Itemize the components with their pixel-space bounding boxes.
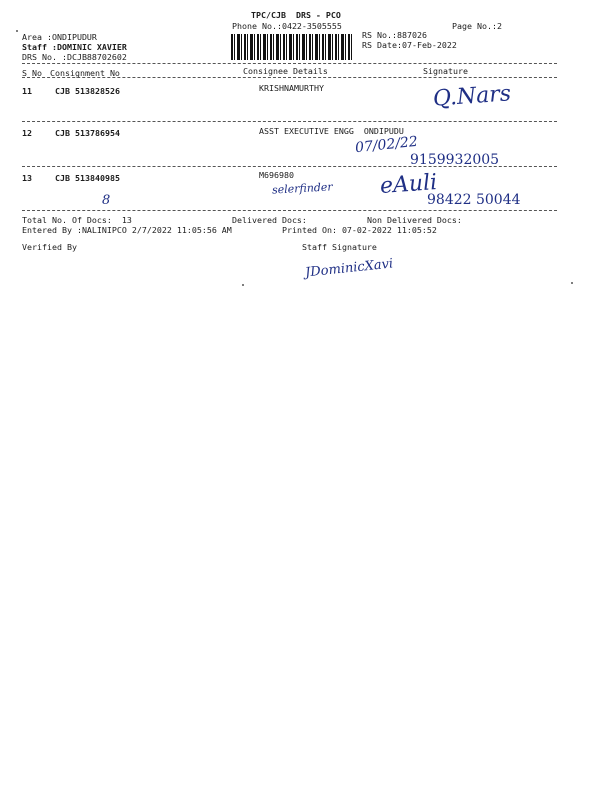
row-consignment: CJB 513786954 — [55, 128, 120, 138]
divider — [22, 121, 557, 122]
printed-on: Printed On: 07-02-2022 11:05:52 — [282, 225, 437, 235]
total-docs: Total No. Of Docs: 13 — [22, 215, 132, 225]
divider — [22, 77, 557, 78]
staff-label: Staff :DOMINIC XAVIER — [22, 42, 127, 52]
divider — [22, 210, 557, 211]
drs-number: DRS No. :DCJB88702602 — [22, 52, 127, 62]
area-label: Area :ONDIPUDUR — [22, 32, 97, 42]
handwritten-signature: eAuli — [379, 170, 438, 199]
delivered-docs: Delivered Docs: — [232, 215, 307, 225]
col-header-consignment: Consignment No — [50, 68, 120, 78]
non-delivered-docs: Non Delivered Docs: — [367, 215, 462, 225]
handwritten-signature: Q.Nars — [432, 81, 512, 112]
row-consignee: M696980 — [259, 170, 294, 180]
staff-signature-label: Staff Signature — [302, 242, 377, 252]
rs-date: RS Date:07-Feb-2022 — [362, 40, 457, 50]
row-consignment: CJB 513828526 — [55, 86, 120, 96]
scan-speck — [571, 282, 573, 284]
page-number: Page No.:2 — [452, 21, 502, 31]
col-header-sno: S No — [22, 68, 42, 78]
row-sno: 13 — [22, 173, 32, 183]
scan-speck — [242, 284, 244, 286]
scan-speck — [16, 30, 18, 32]
row-sno: 11 — [22, 86, 32, 96]
handwritten-note: selerfinder — [271, 180, 333, 197]
phone-number: Phone No.:0422-3505555 — [232, 21, 342, 31]
handwritten-mark: 8 — [102, 193, 111, 208]
verified-by: Verified By — [22, 242, 77, 252]
staff-handwritten-signature: JDominicXavi — [304, 256, 394, 281]
entered-by: Entered By :NALINIPCO 2/7/2022 11:05:56 AM — [22, 225, 232, 235]
report-title: TPC/CJB DRS - PCO — [251, 10, 341, 20]
col-header-signature: Signature — [423, 66, 468, 76]
rs-number: RS No.:887026 — [362, 30, 427, 40]
col-header-consignee: Consignee Details — [243, 66, 328, 76]
row-consignment: CJB 513840985 — [55, 173, 120, 183]
divider — [22, 166, 557, 167]
handwritten-phone: 98422 50044 — [427, 192, 521, 208]
row-consignee: KRISHNAMURTHY — [259, 83, 324, 93]
handwritten-phone: 9159932005 — [410, 152, 500, 168]
handwritten-date: 07/02/22 — [354, 133, 419, 157]
row-consignee: ASST EXECUTIVE ENGG ONDIPUDU — [259, 126, 404, 136]
row-sno: 12 — [22, 128, 32, 138]
divider — [22, 63, 557, 64]
barcode-image — [231, 34, 354, 60]
